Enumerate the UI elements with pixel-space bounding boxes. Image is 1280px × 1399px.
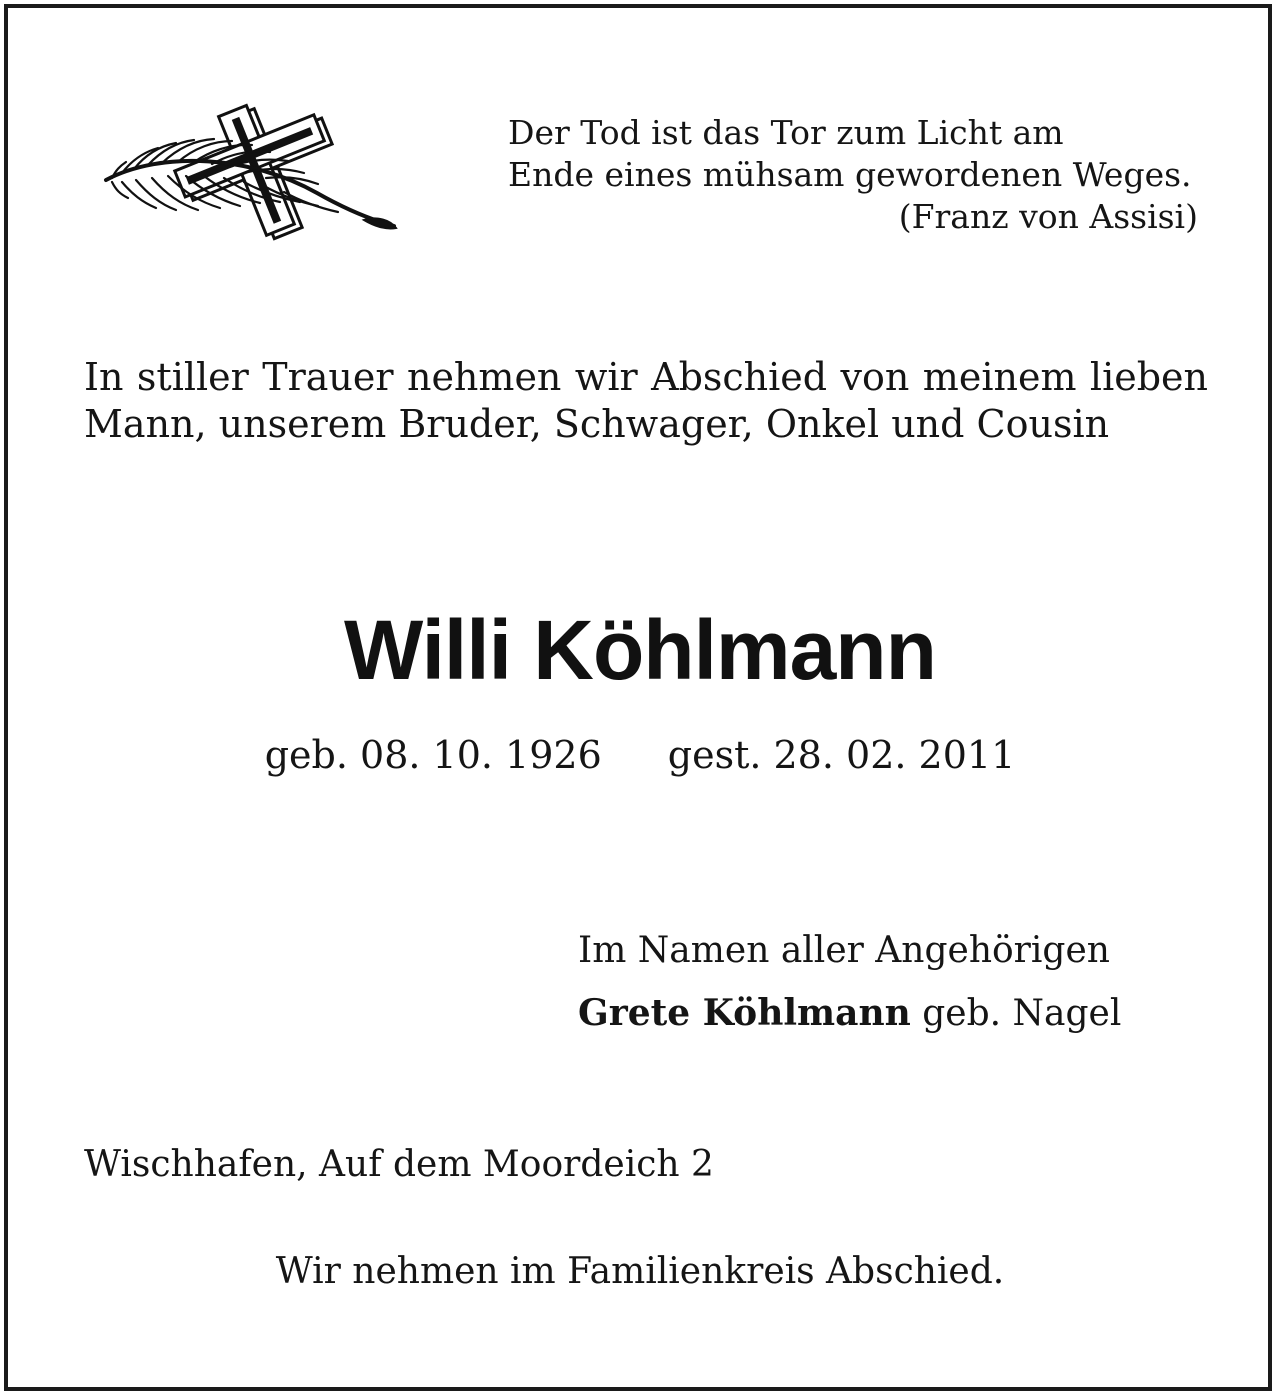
death-date: gest. 28. 02. 2011 (667, 733, 1016, 777)
cross-with-palm-frond-icon (102, 98, 402, 243)
signature-line-1: Im Namen aller Angehörigen (578, 930, 1110, 971)
signature-block (578, 920, 1218, 1045)
quote-line-2: Ende eines mühsam gewordenen Weges. (508, 155, 1192, 194)
deceased-name: Willi Köhlmann (344, 603, 936, 697)
quote-line-1: Der Tod ist das Tor zum Licht am (508, 113, 1064, 152)
signatory-maiden-name: geb. Nagel (922, 993, 1122, 1034)
epigraph-quote (508, 112, 1208, 238)
life-dates (0, 730, 1280, 780)
birth-date: geb. 08. 10. 1926 (264, 733, 602, 777)
signatory-name: Grete Köhlmann (578, 992, 911, 1034)
signature-line-2 (578, 982, 1218, 1045)
quote-author: (Franz von Assisi) (898, 197, 1198, 236)
address: Wischhafen, Auf dem Moordeich 2 (84, 1144, 714, 1185)
intro-text: In stiller Trauer nehmen wir Abschied von meinem lieben Mann, unserem Bruder, Schwager, Onkel und Cousin (84, 355, 1208, 446)
closing-note: Wir nehmen im Familienkreis Abschied. (275, 1251, 1005, 1292)
